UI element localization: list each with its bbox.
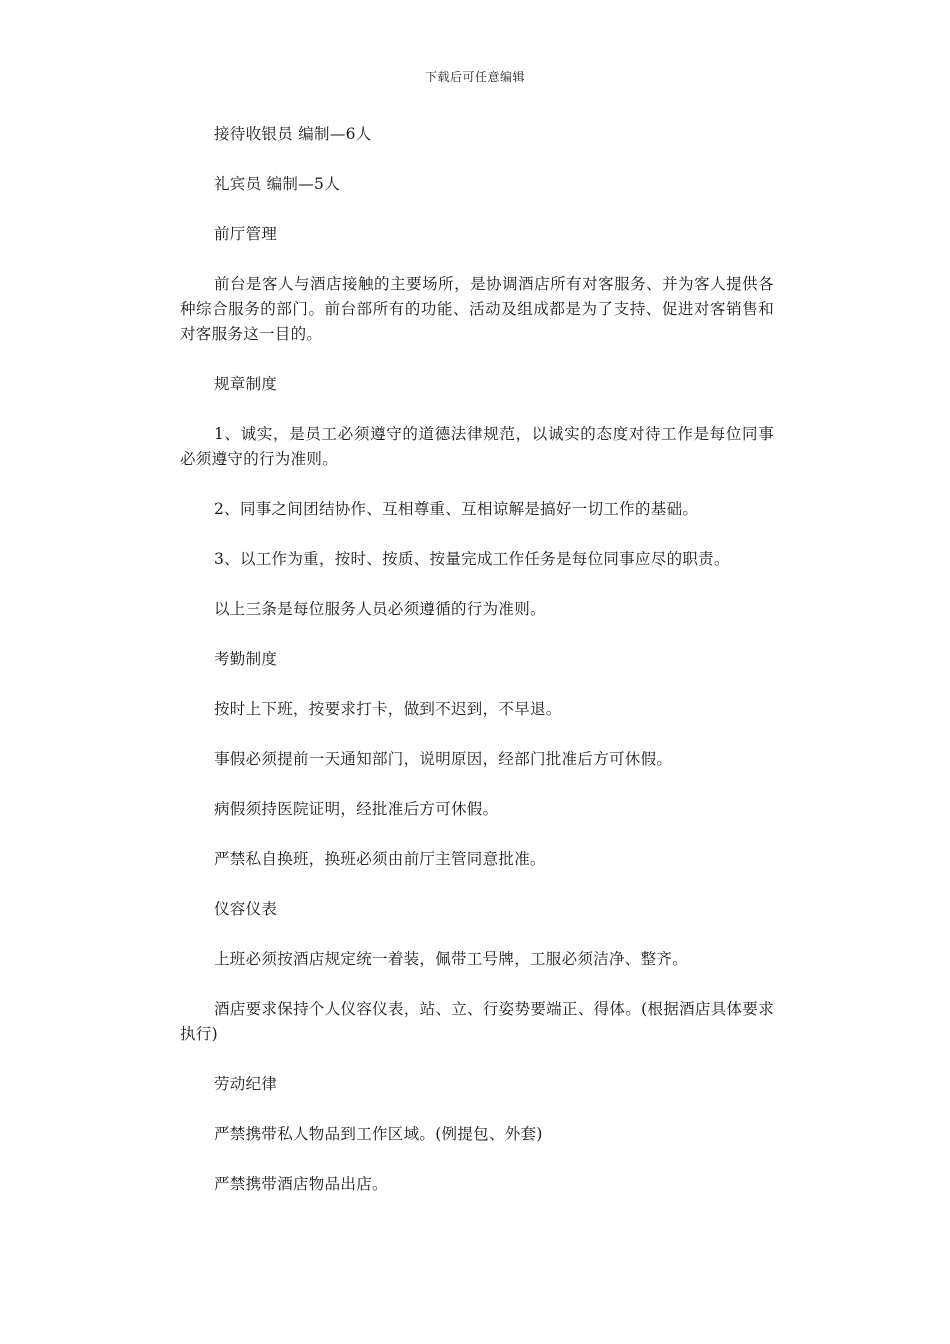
rule-item-2: 2、同事之间团结协作、互相尊重、互相谅解是搞好一切工作的基础。 <box>214 500 699 518</box>
section-heading-front-office: 前厅管理 <box>214 225 278 243</box>
attendance-item-3: 病假须持医院证明，经批准后方可休假。 <box>214 800 499 818</box>
attendance-item-2: 事假必须提前一天通知部门，说明原因，经部门批准后方可休假。 <box>214 750 673 768</box>
staffing-concierge: 礼宾员 编制—5人 <box>214 175 340 193</box>
appearance-item-1: 上班必须按酒店规定统一着装，佩带工号牌，工服必须洁净、整齐。 <box>214 950 689 968</box>
rules-summary: 以上三条是每位服务人员必须遵循的行为准则。 <box>214 600 546 618</box>
discipline-item-1: 严禁携带私人物品到工作区域。(例提包、外套) <box>214 1125 543 1143</box>
attendance-item-4: 严禁私自换班，换班必须由前厅主管同意批准。 <box>214 850 546 868</box>
front-office-description: 前台是客人与酒店接触的主要场所，是协调酒店所有对客服务、并为客人提供各种综合服务的部门。前台部所有的功能、活动及组成都是为了支持、促进对客销售和对客服务这一目的。 <box>180 275 774 343</box>
section-heading-appearance: 仪容仪表 <box>214 900 278 918</box>
section-heading-discipline: 劳动纪律 <box>214 1075 278 1093</box>
attendance-item-1: 按时上下班，按要求打卡，做到不迟到，不早退。 <box>214 700 562 718</box>
section-heading-attendance: 考勤制度 <box>214 650 278 668</box>
staffing-cashier: 接待收银员 编制—6人 <box>214 125 372 143</box>
rule-item-3: 3、以工作为重，按时、按质、按量完成工作任务是每位同事应尽的职责。 <box>214 550 730 568</box>
appearance-item-2: 酒店要求保持个人仪容仪表，站、立、行姿势要端正、得体。(根据酒店具体要求执行) <box>180 1000 774 1043</box>
section-heading-rules: 规章制度 <box>214 375 278 393</box>
rule-item-1: 1、诚实，是员工必须遵守的道德法律规范，以诚实的态度对待工作是每位同事必须遵守的行为准则。 <box>180 425 774 468</box>
discipline-item-2: 严禁携带酒店物品出店。 <box>214 1175 388 1193</box>
document-body <box>180 122 774 1222</box>
page-header: 下载后可任意编辑 <box>424 70 525 84</box>
